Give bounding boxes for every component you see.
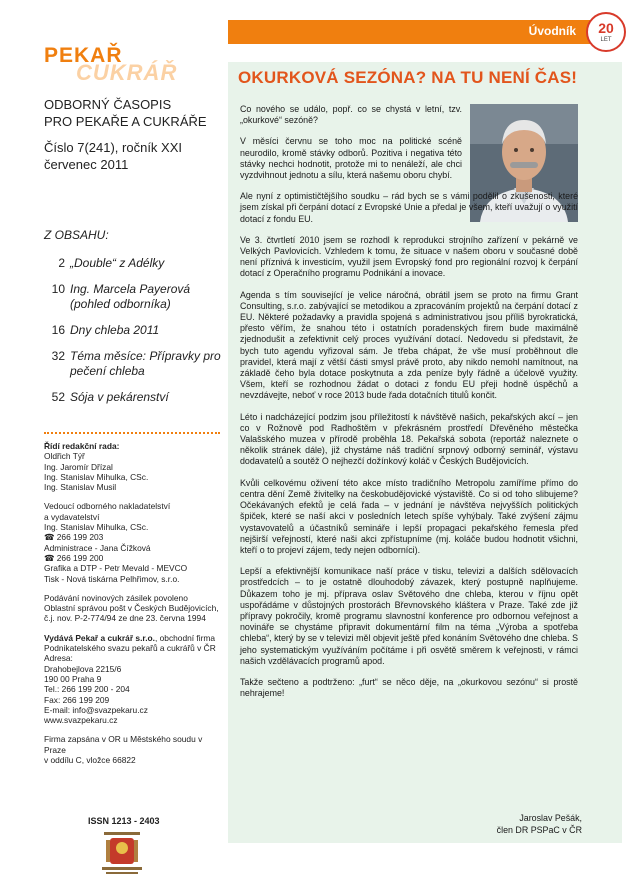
- article-paragraph: Agenda s tím související je velice náročná, obrátil jsem se proto na firmu Grant Consulting, s.r.o. zabývající se metodikou a zpracováním projektů na čerpání dotací z EU. Některé požadavky a pravidla spojená s administrativou jsou příliš byrokratická, přesto věřím, že snahou této i ostatních poradenských firem bude maximálně zjednodušit a zefektivnit celý proces využívání dotací. Nedovedu si představit, že bych tuto agendu vyřizoval sám. Je třeba chápat, že vše musí proběhnout dle pravidel, která mají z větší části smysl právě proto, aby nikdo nemohl namítnout, na základě čeho byla dotace poskytnuta a zda peníze byly řádně a účelově využity. Všem, kteří se rozhodnou žádat o dotaci z fondu EU přeji hodně úspěchů a nevzdávejte, neboť v roce 2013 bude řada dotačních titulů končit.: [240, 289, 578, 401]
- toc-title: Z OBSAHU:: [44, 228, 109, 242]
- subtitle-line2: PRO PEKAŘE A CUKRÁŘE: [44, 114, 207, 129]
- issue-date: červenec 2011: [44, 157, 129, 172]
- address-line: Fax: 266 199 209: [44, 694, 110, 705]
- article-paragraph: Ale nyní z optimističtějšího soudku – rád bych se s vámi podělil o zkušenosti, které jsem získal při čerpání dotací z Evropské Unie a předal je všem, kteří uvažují o využití dotací z fondu EU.: [240, 191, 578, 224]
- author-name: Jaroslav Pešák,: [519, 813, 582, 823]
- board-member: Ing. Stanislav Mihulka, CSc.: [44, 471, 149, 482]
- logo-line1: PEKAŘ: [44, 44, 123, 67]
- website-link[interactable]: www.svazpekaru.cz: [44, 715, 118, 726]
- anniversary-badge: [586, 12, 626, 52]
- anniversary-number: 20: [598, 20, 614, 36]
- address-line: 190 00 Praha 9: [44, 673, 102, 684]
- subtitle-line1: ODBORNÝ ČASOPIS: [44, 97, 172, 112]
- publisher-line: Administrace - Jana Čížková: [44, 542, 151, 553]
- article-body: [240, 104, 578, 709]
- toc-item[interactable]: [44, 256, 224, 271]
- register-line: Firma zapsána v OR u Městského soudu v Praze: [44, 734, 203, 755]
- board-title: Řídí redakční rada:: [44, 441, 120, 451]
- publisher-line: Vedoucí odborného nakladatelství: [44, 501, 171, 512]
- postal-line: č.j. nov. P-2-774/94 ze dne 23. června 1994: [44, 613, 206, 624]
- postal-line: Oblastní správou pošt v Českých Budějovicích,: [44, 603, 219, 614]
- article-paragraph: Léto i nadcházející podzim jsou příležitostí k návštěvě našich, pekařských akcí – jen co v Rožnově pod Radhoštěm v překrásném prostředí Dřevěného městečka Valašského muzea v přírodě proběhla 18. Pekařská sobota (reportáž naleznete o několik stránek dále), již chystáme náš tradiční srpnový odborný seminář, výstavu dodavatelů a soutěž O nejhezčí dožínkový koláč v Českých Budějovicích.: [240, 411, 578, 467]
- article-paragraph: Ve 3. čtvrtletí 2010 jsem se rozhodl k reprodukci strojního zařízení v pekárně ve Velkých Pavlovicích. Vzhledem k tomu, že situace v našem oboru v současné době není příznivá k investicím, využil jsem Evropský fond pro regionální rozvoj k čerpání dotací z Operačního programu Podnikání a inovace.: [240, 234, 578, 279]
- author-signature: [497, 812, 582, 836]
- toc-text: Ing. Marcela Payerová (pohled odborníka): [70, 282, 191, 311]
- address-line: Drahobejlova 2215/6: [44, 663, 122, 674]
- article-paragraph: Takže sečteno a podtrženo: „furt“ se něco děje, na „okurkovou sezónu“ si prostě nehrajeme!: [240, 676, 578, 699]
- email-link[interactable]: E-mail: info@svazpekaru.cz: [44, 704, 148, 715]
- magazine-info: [44, 96, 219, 173]
- article-paragraph: V měsíci červnu se toho moc na politické scéně neurodilo, kromě stávky odborů. Pozitiva i negativa této stávky nechci hodnotit, protože mi to nenáleží, ale chci vyzdvihnout jednotu a sílu, která našemu oboru chybí.: [240, 136, 462, 181]
- magazine-logo: [44, 44, 184, 90]
- toc-text: Téma měsíce: Přípravky pro pečení chleba: [70, 349, 221, 378]
- publisher-line: Grafika a DTP - Petr Mevald - MEVCO: [44, 563, 188, 574]
- toc-text: Dny chleba 2011: [70, 323, 160, 337]
- postal-line: Podávání novinových zásilek povoleno: [44, 592, 188, 603]
- toc-item[interactable]: [44, 349, 224, 379]
- issn: ISSN 1213 - 2403: [88, 816, 160, 826]
- toc-item[interactable]: [44, 390, 224, 405]
- address-line: Tel.: 266 199 200 - 204: [44, 684, 130, 695]
- publisher-line: a vydavatelství: [44, 511, 100, 522]
- address-line: Adresa:: [44, 653, 73, 664]
- publisher-line: ☎ 266 199 203: [44, 532, 104, 543]
- toc-page: 16: [51, 323, 65, 337]
- publisher-name: Vydává Pekař a cukrář s.r.o., obchodní firma: [44, 632, 216, 643]
- toc-item[interactable]: [44, 323, 224, 338]
- article-headline: OKURKOVÁ SEZÓNA? NA TU NENÍ ČAS!: [238, 68, 578, 87]
- toc-page: 10: [51, 282, 65, 296]
- board-member: Ing. Jaromír Dřízal: [44, 461, 113, 472]
- board-member: Oldřich Týř: [44, 451, 85, 462]
- toc-page: 2: [58, 256, 65, 270]
- toc-page: 52: [51, 390, 65, 404]
- publisher-line: ☎ 266 199 200: [44, 552, 104, 563]
- guild-crest-icon: [96, 830, 148, 876]
- author-role: člen DR PSPaC v ČR: [496, 825, 582, 835]
- toc-item[interactable]: [44, 282, 224, 312]
- dotted-divider: [44, 432, 220, 434]
- article-paragraph: Kvůli celkovému oživení této akce místo tradičního Metropolu zamíříme přímo do centra dění Země živitelky na českobudějovické výstaviště. Co si od toho slibujeme? Očekávaných efektů je celá řada – v jednání je návštěva nejvyšších politických špiček, které se naší akci v posledních letech spíše vyhýbaly. Také zvýšení zájmu vystavovatelů a účastníků semináře i lepší propagaci pekařského řemesla před nejširší veřejností, které naši akci zpřístupníme (mj. koláče budou hodnotit všichni, kteří o to projeví zájem, tedy nejen odborníci).: [240, 477, 578, 555]
- article-paragraph: Lepší a efektivnější komunikace naší práce v tisku, televizi a dalších sdělovacích prostředcích – to je ostatně dlouhodobý závazek, který postupně naplňujeme. Důkazem toho je mj. příprava oslav Světového dne chleba, kterou v říjnu opět uspořádáme v důstojných prostorách Břevnovského kláštera v Praze. Také zde již přípravy pokročily, kromě programu slavnostní konference pro odbornou veřejnost a novináře se chystáme připravit dokumentární film na téma „Výroba a spotřeba chleba“, který by se v televizi měl objevit ještě před konáním Světového dne chleba. S jeho systematickým využíváním počítáme i při osvětě směrem k veřejnosti, v rámci našich vzdělávacích programů apod.: [240, 566, 578, 666]
- article-paragraph: Co nového se událo, popř. co se chystá v letní, tzv. „okurkové“ sezóně?: [240, 104, 462, 126]
- anniversary-text: LET: [600, 37, 612, 43]
- issue-number: Číslo 7(241), ročník XXI: [44, 140, 182, 155]
- section-label: Úvodník: [528, 24, 576, 38]
- address-line: Podnikatelského svazu pekařů a cukrářů v ČR: [44, 643, 216, 654]
- toc-page: 32: [51, 349, 65, 363]
- board-member: Ing. Stanislav Musil: [44, 482, 117, 493]
- publisher-line: Ing. Stanislav Mihulka, CSc.: [44, 522, 149, 533]
- imprint: [44, 441, 224, 765]
- table-of-contents: [44, 228, 224, 416]
- logo-line2: CUKRÁŘ: [76, 60, 178, 85]
- register-line: v oddílu C, vložce 66822: [44, 755, 136, 766]
- publisher-line: Tisk - Nová tiskárna Pelhřimov, s.r.o.: [44, 573, 180, 584]
- toc-text: Sója v pekárenství: [70, 390, 169, 404]
- section-banner: [228, 20, 622, 44]
- toc-text: „Double“ z Adélky: [70, 256, 165, 270]
